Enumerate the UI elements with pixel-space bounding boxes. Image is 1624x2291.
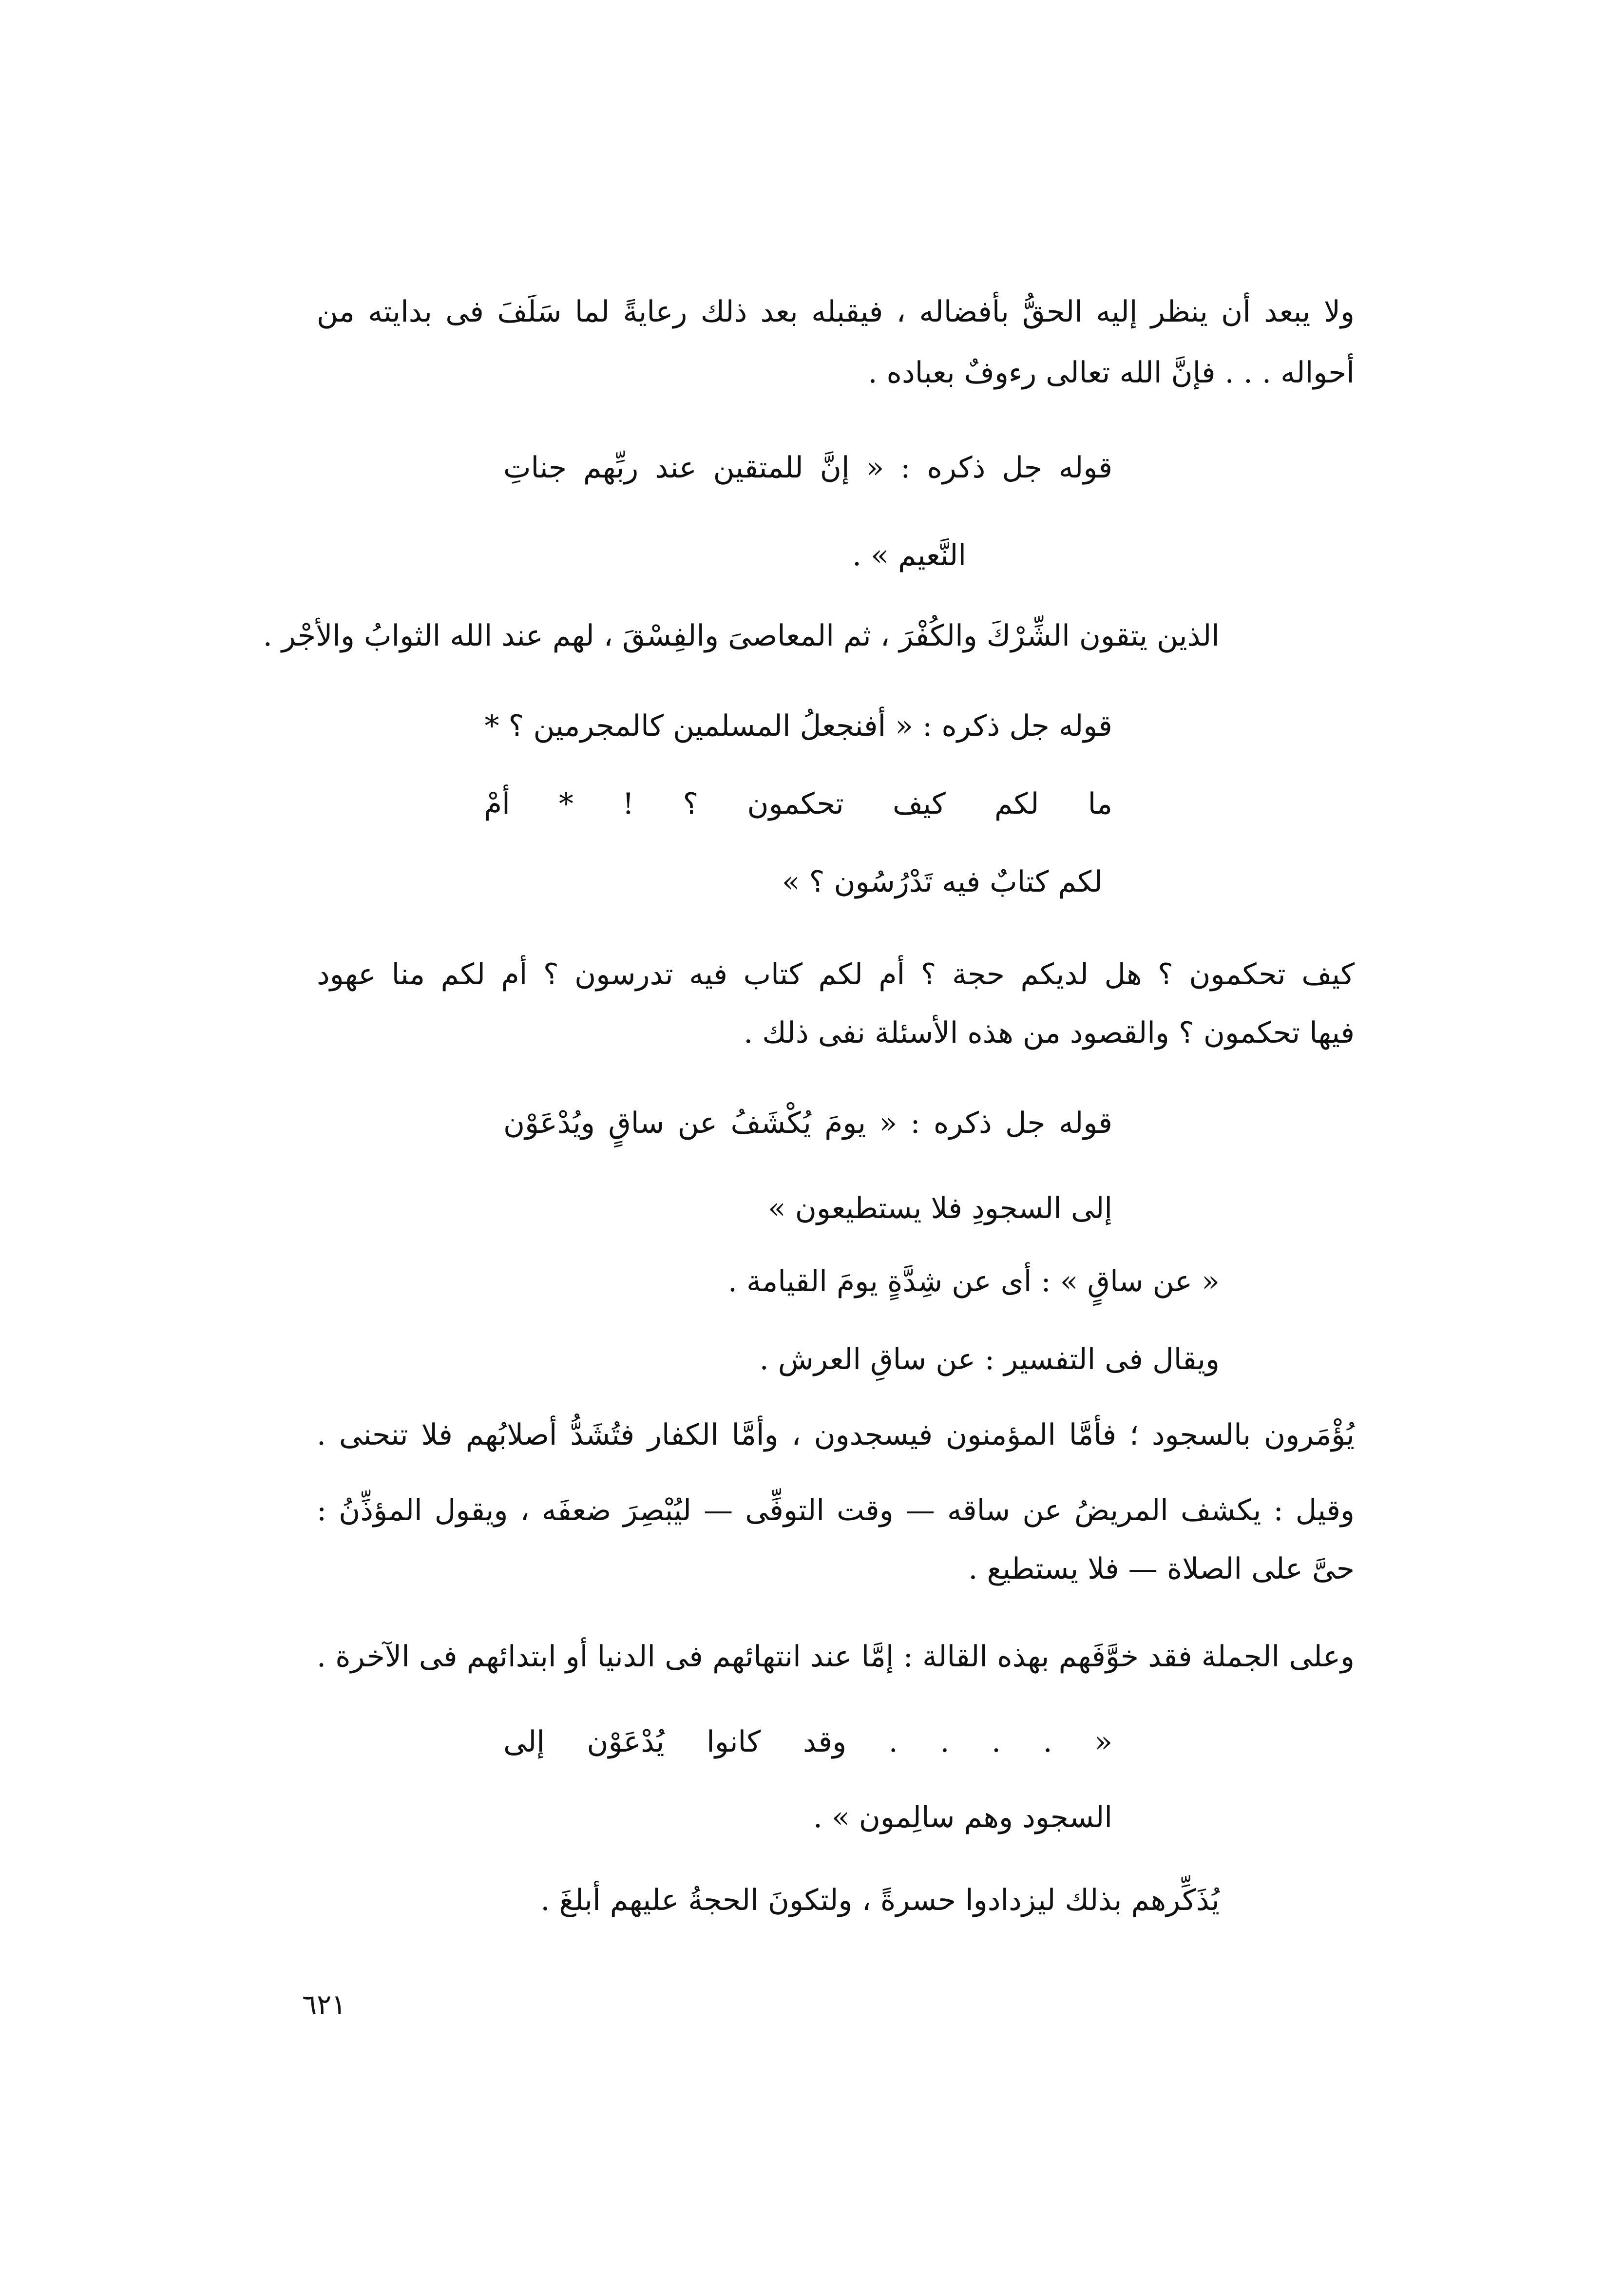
- page-number: ٦٢١: [302, 1989, 346, 2021]
- text-line-5: فيها تحكمون ؟ والقصود من هذه الأسئلة نفى ذلك .: [744, 1016, 1355, 1050]
- verse-line-6: قوله جل ذكره : « يومَ يُكْشَفُ عن ساقٍ ويُدْعَوْن: [503, 1106, 1112, 1140]
- text-line-12: يُذَكِّرهم بذلك ليزدادوا حسرةً ، ولتكونَ الحجةُ عليهم أبلغَ .: [540, 1883, 1220, 1917]
- verse-line-4: ما لكم كيف تحكمون ؟ ! * أمْ: [484, 787, 1112, 821]
- text-line-10: حىَّ على الصلاة — فلا يستطيع .: [968, 1552, 1355, 1586]
- text-line-3: الذين يتقون الشِّرْكَ والكُفْرَ ، ثم المعاصىَ والفِسْقَ ، لهم عند الله الثوابُ والأجْر .: [263, 619, 1220, 653]
- verse-line-7: إلى السجودِ فلا يستطيعون »: [767, 1191, 1112, 1225]
- text-line-7: ويقال فى التفسير : عن ساقِ العرش .: [759, 1342, 1220, 1376]
- verse-line-3: قوله جل ذكره : « أفنجعلُ المسلمين كالمجرمين ؟ *: [484, 709, 1112, 743]
- text-line-9: وقيل : يكشف المريضُ عن ساقه — وقت التوفِّى — ليُبْصِرَ ضعفَه ، ويقول المؤذِّنُ :: [317, 1493, 1355, 1527]
- text-line-6: « عن ساقٍ » : أى عن شِدَّةٍ يومَ القيامة .: [727, 1264, 1220, 1298]
- text-line-4: كيف تحكمون ؟ هل لديكم حجة ؟ أم لكم كتاب فيه تدرسون ؟ أم لكم منا عهود: [317, 957, 1355, 992]
- verse-line-2: النَّعيم » .: [852, 538, 966, 573]
- verse-line-5: لكم كتابٌ فيه تَدْرُسُون ؟ »: [782, 865, 1103, 899]
- text-line-2: أحواله . . . فإنَّ الله تعالى رءوفٌ بعباده .: [868, 356, 1355, 390]
- verse-line-1: قوله جل ذكره : « إنَّ للمتقين عند ربِّهم جناتِ: [503, 451, 1112, 485]
- text-line-8: يُؤْمَرون بالسجود ؛ فأمَّا المؤمنون فيسجدون ، وأمَّا الكفار فتُشَدُّ أصلابُهم فلا تنحنى .: [317, 1418, 1355, 1452]
- text-line-1: ولا يبعد أن ينظر إليه الحقُّ بأفضاله ، فيقبله بعد ذلك رعايةً لما سَلَفَ فى بدايته من: [317, 295, 1355, 329]
- text-line-11: وعلى الجملة فقد خوَّفَهم بهذه القالة : إمَّا عند انتهائهم فى الدنيا أو ابتدائهم فى الآخرة .: [317, 1640, 1355, 1674]
- verse-line-8: « . . . . وقد كانوا يُدْعَوْن إلى: [503, 1725, 1112, 1759]
- verse-line-9: السجود وهم سالِمون » .: [813, 1800, 1112, 1834]
